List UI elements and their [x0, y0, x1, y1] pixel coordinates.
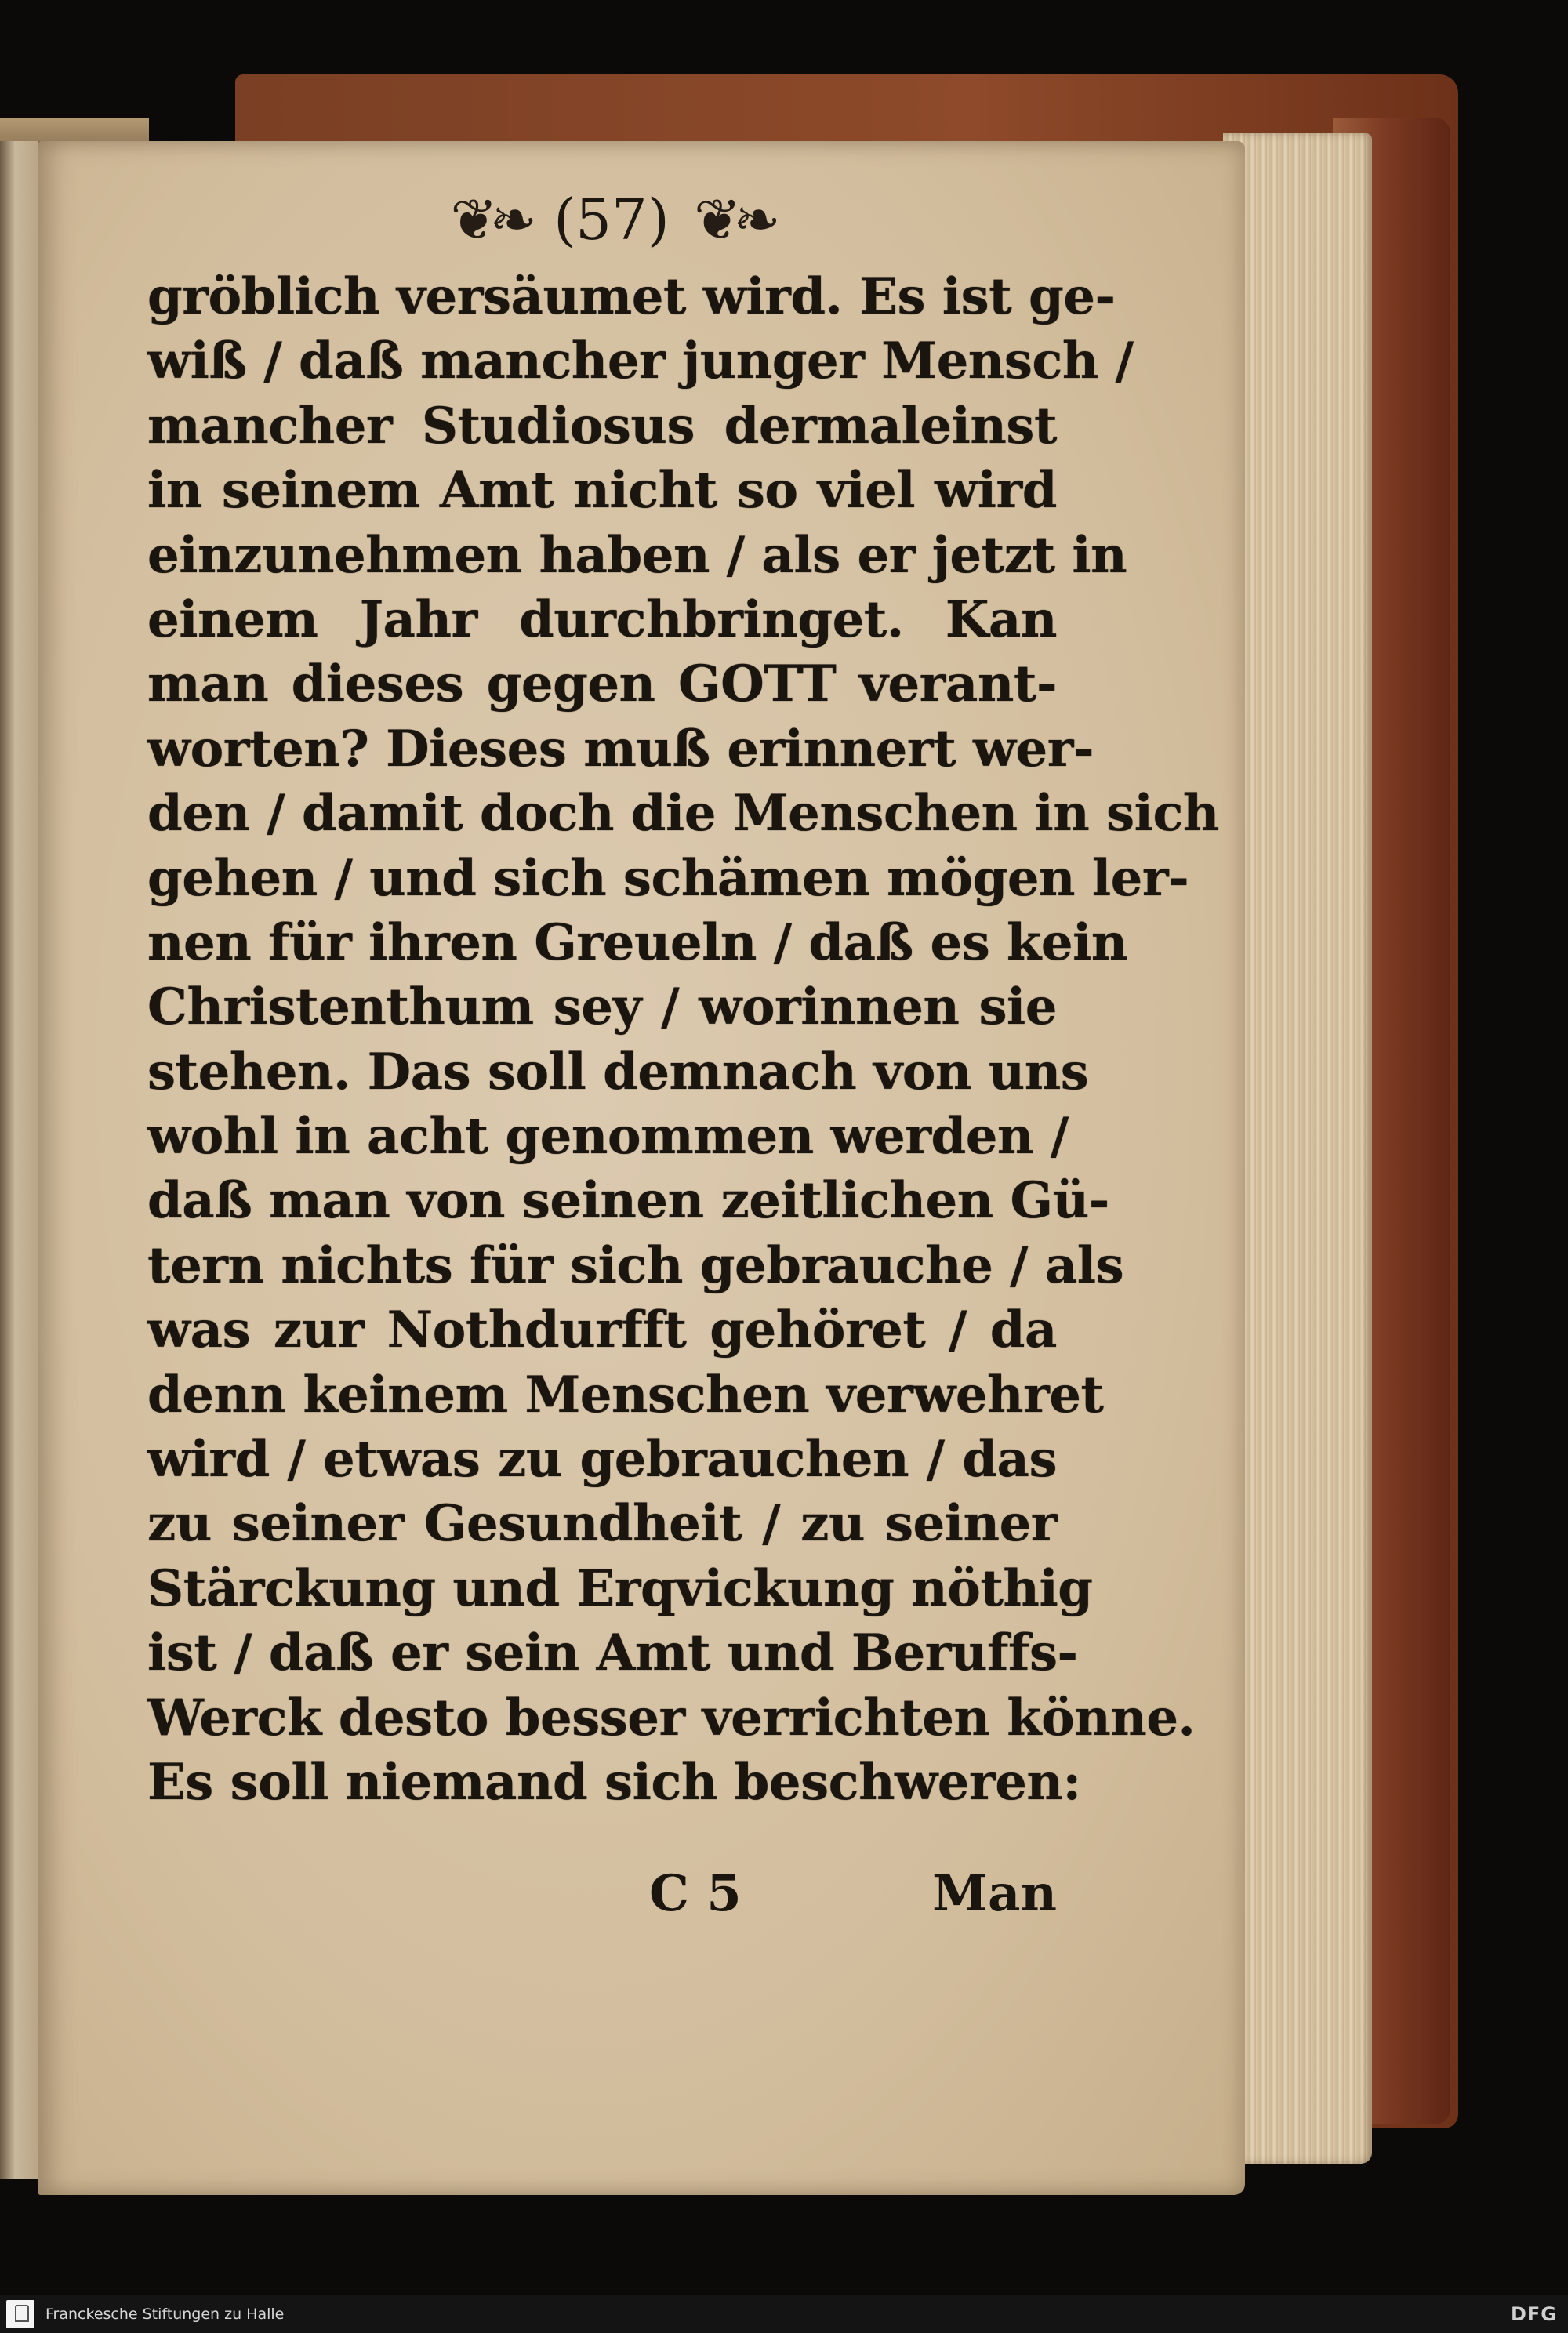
- right-ornament-icon: ❦❧: [693, 187, 773, 252]
- text-line: daß man von seinen zeitlichen Gü-: [147, 1171, 1109, 1231]
- text-line: was zur Nothdurfft gehöret / da: [147, 1301, 1057, 1360]
- text-line: Stärckung und Erqvickung nöthig: [147, 1558, 1093, 1618]
- page-footer: [147, 1864, 1057, 1928]
- text-line: den / damit doch die Menschen in sich: [147, 784, 1219, 844]
- text-line: nen für ihren Greueln / daß es kein: [147, 913, 1127, 972]
- left-ornament-icon: ❦❧: [450, 187, 529, 252]
- text-line: stehen. Das soll demnach von uns: [147, 1042, 1089, 1101]
- text-line: in seinem Amt nicht so viel wird: [147, 461, 1057, 521]
- text-line: tern nichts für sich gebrauche / als: [147, 1235, 1124, 1295]
- left-page-edge: [0, 141, 40, 2179]
- catchword: Man: [932, 1864, 1057, 1923]
- text-line: zu seiner Gesundheit / zu seiner: [147, 1494, 1057, 1554]
- text-line: gehen / und sich schämen mögen ler-: [147, 848, 1189, 908]
- body-text: [147, 265, 1219, 1815]
- caption-bar: [0, 2295, 1568, 2333]
- text-line: wohl in acht genommen werden /: [147, 1107, 1069, 1166]
- signature-mark: C 5: [649, 1864, 742, 1923]
- text-line: denn keinem Menschen verwehret: [147, 1365, 1104, 1424]
- page-header: [408, 187, 815, 265]
- text-line: einzunehmen haben / als er jetzt in: [147, 525, 1127, 585]
- page-number: (57): [554, 187, 670, 252]
- page-block-edges: [1223, 133, 1372, 2164]
- text-line: einem Jahr durchbringet. Kan: [147, 590, 1057, 649]
- text-line: wird / etwas zu gebrauchen / das: [147, 1430, 1057, 1489]
- funder-logo: DFG: [1510, 2303, 1557, 2325]
- text-line: mancher Studiosus dermaleinst: [147, 396, 1057, 455]
- text-line: worten? Dieses muß erinnert wer-: [147, 719, 1094, 778]
- institution-name: Franckesche Stiftungen zu Halle: [45, 2306, 285, 2323]
- text-line: wiß / daß mancher junger Mensch /: [147, 332, 1134, 391]
- text-line: gröblich versäumet wird. Es ist ge-: [147, 267, 1116, 326]
- text-line: man dieses gegen GOTT verant-: [147, 655, 1057, 714]
- text-line: Es soll niemand sich beschweren:: [147, 1752, 1081, 1812]
- text-line: Christenthum sey / worinnen sie: [147, 978, 1057, 1037]
- text-line: Werck desto besser verrichten könne.: [147, 1688, 1196, 1747]
- text-line: ist / daß er sein Amt und Beruffs-: [147, 1624, 1078, 1683]
- institution-logo-icon: [6, 2300, 34, 2328]
